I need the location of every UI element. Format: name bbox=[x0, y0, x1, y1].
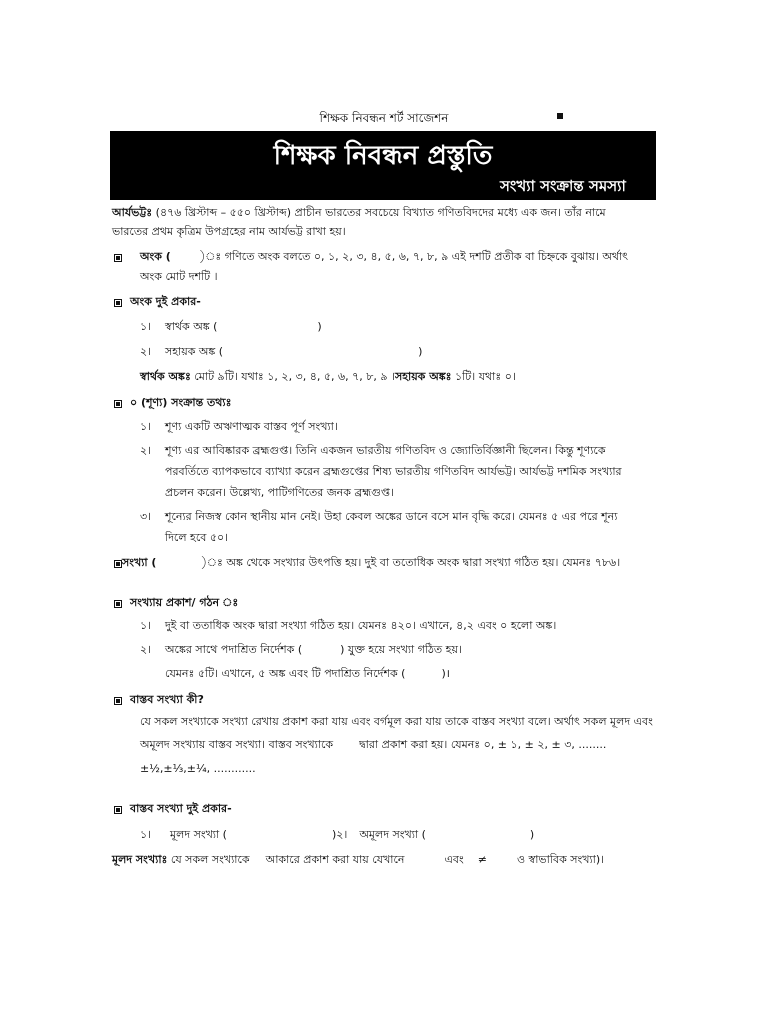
summary-text-1: মোট ৯টি। যথাঃ ১, ২, ৩, ৪, ৫, ৬, ৭, ৮, ৯ । bbox=[190, 370, 395, 383]
intro-text-1: (৪৭৬ খ্রিস্টাব্দ – ৫৫০ খ্রিস্টাব্দ) প্রাচীন ভারতের সবচেয়ে বিখ্যাত গণিতবিদদের মধ্যে এক জন। তাঁর নামে bbox=[152, 206, 606, 219]
bullet-icon bbox=[114, 400, 122, 408]
number-text: )ঃ অঙ্ক থেকে সংখ্যার উৎপত্তি হয়। দুই বা ততোধিক অংক দ্বারা সংখ্যা গঠিত হয়। যেমনঃ ৭৮৬। bbox=[200, 556, 621, 569]
digit-label: অংক ( bbox=[140, 250, 171, 263]
real-types-items bbox=[170, 828, 534, 842]
real-types-item-2-close: ) bbox=[529, 828, 535, 841]
real-line-2-a: অমূলদ সংখ্যায় বাস্তব সংখ্যা। বাস্তব সংখ্যাকে bbox=[140, 738, 334, 751]
digit-type-1 bbox=[165, 320, 322, 334]
digit-types-summary bbox=[140, 370, 516, 384]
not-equal-sign: ≠ bbox=[477, 853, 487, 866]
formation-item-2-line-2 bbox=[165, 667, 450, 681]
formation-item-2-line-2-a: যেমনঃ ৫টি। এখানে, ৫ অঙ্ক এবং টি পদাশ্রিত নির্দেশক ( bbox=[165, 667, 406, 680]
bullet-icon bbox=[114, 560, 122, 568]
digit-type-1-num: ১। bbox=[140, 320, 152, 333]
intro-line-1 bbox=[112, 206, 606, 220]
zero-item-1-num: ১। bbox=[140, 420, 152, 433]
real-line-2 bbox=[140, 738, 606, 752]
digit-type-2-close: ) bbox=[418, 345, 423, 358]
real-heading: বাস্তব সংখ্যা কী? bbox=[130, 693, 204, 706]
intro-line-2: ভারতের প্রথম কৃত্রিম উপগ্রহের নাম আর্যভট্ট রাখা হয়। bbox=[112, 225, 346, 238]
zero-item-2-num: ২। bbox=[140, 444, 152, 457]
real-types-item-1-num: ১। bbox=[140, 828, 152, 841]
bullet-icon bbox=[114, 254, 122, 262]
formation-item-2-a: অঙ্কের সাথে পদাশ্রিত নির্দেশক ( bbox=[165, 643, 303, 656]
real-types-item-1: মূলদ সংখ্যা ( bbox=[170, 828, 227, 841]
rational-text-f: ও স্বাভাবিক সংখ্যা)। bbox=[516, 853, 605, 866]
banner-title: শিক্ষক নিবন্ধন প্রস্তুতি bbox=[273, 141, 493, 171]
zero-item-3-line-1: শূন্যের নিজস্ব কোন স্থানীয় মান নেই। উহা কেবল অঙ্কের ডানে বসে মান বৃদ্ধি করে। যেমনঃ ৫ এর পরে শূন্য bbox=[165, 510, 618, 523]
intro-label: আর্যভট্টঃ bbox=[112, 206, 153, 219]
digit-line-1 bbox=[140, 250, 628, 264]
real-line-2-b: দ্বারা প্রকাশ করা হয়। যেমনঃ ০, ± ১, ± ২, ± ৩, ........ bbox=[359, 738, 607, 751]
banner-subtitle: সংখ্যা সংক্রান্ত সমস্যা bbox=[500, 177, 626, 195]
formation-item-2-num: ২। bbox=[140, 643, 152, 656]
digit-type-1-close: ) bbox=[317, 320, 322, 333]
bullet-icon bbox=[114, 806, 122, 814]
formation-item-1-num: ১। bbox=[140, 619, 152, 632]
zero-item-2-line-2: পরবর্তিতে ব্যাপকভাবে ব্যাখ্যা করেন ব্রহ্মগুপ্তের শিষ্য ভারতীয় গণিতবিদ আর্যভট্ট। আর্যভট্ট দশমিক সংখ্যার bbox=[165, 465, 622, 478]
formation-item-2-line-2-b: )। bbox=[441, 667, 450, 680]
real-line-3: ±½,±⅓,±¼, ............ bbox=[140, 762, 256, 775]
digit-type-2-num: ২। bbox=[140, 345, 152, 358]
digit-type-2-text: সহায়ক অঙ্ক ( bbox=[165, 345, 224, 358]
rational-definition bbox=[112, 853, 604, 867]
digit-type-2 bbox=[165, 345, 422, 359]
zero-item-1: শূণ্য একটি অঋণাত্মক বাস্তব পূর্ণ সংখ্যা। bbox=[165, 420, 338, 433]
formation-item-2-b: ) যুক্ত হয়ে সংখ্যা গঠিত হয়। bbox=[340, 643, 462, 656]
real-types-item-2: অমূলদ সংখ্যা ( bbox=[359, 828, 426, 841]
real-types-heading: বাস্তব সংখ্যা দুই প্রকার- bbox=[130, 802, 232, 815]
square-marker-icon bbox=[557, 113, 563, 119]
summary-label-2: সহায়ক অঙ্কঃ bbox=[394, 370, 452, 383]
rational-label: মূলদ সংখ্যাঃ bbox=[112, 853, 168, 866]
digit-type-1-text: স্বার্থক অঙ্ক ( bbox=[165, 320, 218, 333]
header-text: শিক্ষক নিবন্ধন শর্ট সাজেশন bbox=[319, 111, 449, 125]
bullet-icon bbox=[114, 697, 122, 705]
title-banner bbox=[110, 131, 656, 200]
zero-item-3-num: ৩। bbox=[140, 510, 152, 523]
formation-item-1: দুই বা ততাধিক অংক দ্বারা সংখ্যা গঠিত হয়। যেমনঃ ৪২০। এখানে, ৪,২ এবং ০ হলো অঙ্ক। bbox=[165, 619, 557, 632]
bullet-icon bbox=[114, 600, 122, 608]
page-header bbox=[0, 110, 768, 130]
digit-types-heading: অংক দুই প্রকার- bbox=[130, 295, 201, 308]
formation-item-2 bbox=[165, 643, 462, 657]
number-definition bbox=[122, 556, 620, 570]
zero-item-3-line-2: দিলে হবে ৫০। bbox=[165, 531, 229, 544]
real-line-1: যে সকল সংখ্যাকে সংখ্যা রেখায় প্রকাশ করা যায় এবং বর্গমূল করা যায় তাকে বাস্তব সংখ্যা বলে। অর্থাৎ সকল মূলদ এবং bbox=[140, 715, 653, 728]
formation-heading: সংখ্যায় প্রকাশ/ গঠন ঃ bbox=[130, 596, 239, 609]
zero-item-2-line-3: প্রচলন করেন। উল্লেখ্য, পাটিগণিতের জনক ব্রহ্মগুপ্ত। bbox=[165, 486, 394, 499]
zero-heading: ০ (শূণ্য) সংক্রান্ত তথ্যঃ bbox=[130, 396, 232, 409]
bullet-icon bbox=[114, 299, 122, 307]
digit-text-1: )ঃ গণিতে অংক বলতে ০, ১, ২, ৩, ৪, ৫, ৬, ৭, ৮, ৯ এই দশটি প্রতীক বা চিহ্নকে বুঝায়। অর্থাৎ bbox=[198, 250, 629, 263]
digit-line-2: অংক মোট দশটি । bbox=[140, 270, 218, 283]
rational-text-c: আকারে প্রকাশ করা যায় যেখানে bbox=[265, 853, 405, 866]
number-label: সংখ্যা ( bbox=[122, 556, 157, 569]
summary-text-2: ১টি। যথাঃ ০। bbox=[451, 370, 516, 383]
real-types-item-1-close: )২। bbox=[331, 828, 348, 841]
rational-text-d: এবং bbox=[444, 853, 464, 866]
summary-label-1: স্বার্থক অঙ্কঃ bbox=[140, 370, 191, 383]
rational-text-a: যে সকল সংখ্যাকে bbox=[167, 853, 250, 866]
zero-item-2-line-1: শূণ্য এর আবিষ্কারক ব্রহ্মগুপ্ত। তিনি একজন ভারতীয় গণিতবিদ ও জ্যোতির্বিজ্ঞানী ছিলেন। কিন্তু শূণ্যকে bbox=[165, 444, 606, 457]
